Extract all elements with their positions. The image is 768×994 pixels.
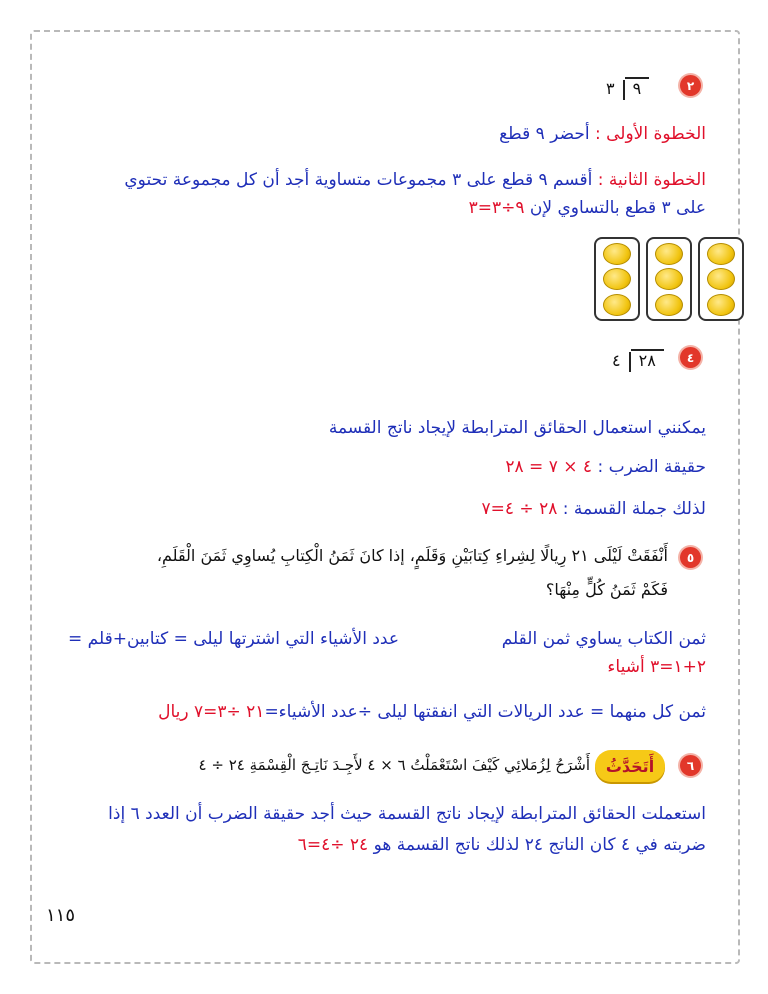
mult-fact-line <box>505 457 706 477</box>
counter-chip <box>707 268 735 290</box>
price-text: ثمن كل منهما = عدد الريالات التي انفقتها ليلى ÷عدد الأشياء= <box>264 702 706 722</box>
q4-intro: يمكنني استعمال الحقائق المترابطة لإيجاد ناتج القسمة <box>328 418 706 438</box>
division-28-by-4 <box>604 349 664 372</box>
step2-continuation <box>469 198 706 218</box>
counter-chip <box>603 243 631 265</box>
step2-text: أقسم ٩ قطع على ٣ مجموعات متساوية أجد أن كل مجموعة تحتوي <box>124 170 593 190</box>
question-6-badge: ٦ <box>680 755 701 776</box>
counter-chip <box>655 268 683 290</box>
counter-chip <box>603 294 631 316</box>
page-number: ١١٥ <box>46 905 76 926</box>
counter-chip <box>707 243 735 265</box>
step2-cont: على ٣ قطع بالتساوي لإن <box>529 198 706 218</box>
q5-answer-right: ثمن الكتاب يساوي ثمن القلم <box>501 629 706 649</box>
question-2-badge: ٢ <box>680 75 701 96</box>
counter-chip <box>655 243 683 265</box>
question-5-badge: ٥ <box>680 547 701 568</box>
mult-equation: ٤ × ٧ = ٢٨ <box>505 457 593 477</box>
step1-label: الخطوة الأولى : <box>594 124 706 144</box>
talk-label: أَتَحَدَّثُ <box>595 750 665 782</box>
q5-answer-left: عدد الأشياء التي اشترتها ليلى = كتابين+قلم = <box>68 629 399 649</box>
divisor: ٤ <box>612 351 621 370</box>
mult-label: حقيقة الضرب : <box>597 457 706 477</box>
q5-problem-line1: أَنْفَقَتْ لَيْلَى ٢١ رِيالًا لِشِراءِ كِتابَيْنِ وَقَلَمٍ، إذا كانَ ثَمَنُ الْكِتابِ يُساوِي ثَمَنَ الْقَلَمِ، <box>156 546 668 565</box>
price-equation: ٢١ ÷٣=٧ ريال <box>158 702 265 722</box>
div-equation: ٢٨ ÷ ٤=٧ <box>481 499 558 519</box>
dividend: ٩ <box>625 77 650 98</box>
q5-answer-items: ٢+١=٣ أشياء <box>607 657 706 677</box>
step1-text: أحضر ٩ قطع <box>499 124 590 144</box>
step1-line <box>499 124 706 144</box>
q6-prompt: أَشْرَحُ لِزُمَلائِي كَيْفَ اسْتَعْمَلْتُ ٦ × ٤ لأَجِـدَ نَاتِـجَ الْقِسْمَةِ ٢٤ ÷ ٤ <box>198 756 590 774</box>
question-4-badge: ٤ <box>680 347 701 368</box>
dividend: ٢٨ <box>631 349 664 370</box>
step2-equation: ٩÷٣=٣ <box>468 198 525 218</box>
division-9-by-3 <box>598 77 649 100</box>
step2-label: الخطوة الثانية : <box>597 170 706 190</box>
q6-answer-equation: ٢٤ ÷٤=٦ <box>297 835 369 855</box>
q5-answer-price <box>158 702 706 722</box>
division-sentence-line <box>481 499 706 519</box>
step2-line <box>124 170 706 190</box>
counter-group <box>646 237 692 321</box>
div-label: لذلك جملة القسمة : <box>562 499 706 519</box>
counter-group <box>594 237 640 321</box>
q5-problem-line2: فَكَمْ ثَمَنُ كُلٍّ مِنْهَا؟ <box>545 580 668 599</box>
counter-chip <box>707 294 735 316</box>
counter-chip <box>603 268 631 290</box>
counter-groups <box>594 237 746 319</box>
counter-chip <box>655 294 683 316</box>
q6-answer-line1: استعملت الحقائق المترابطة لإيجاد ناتج القسمة حيث أجد حقيقة الضرب أن العدد ٦ إذا <box>108 804 706 824</box>
counter-group <box>698 237 744 321</box>
divisor: ٣ <box>606 79 615 98</box>
q6-answer-text: ضربته في ٤ كان الناتج ٢٤ لذلك ناتج القسمة هو <box>373 835 706 855</box>
q6-answer-line2 <box>298 835 706 855</box>
